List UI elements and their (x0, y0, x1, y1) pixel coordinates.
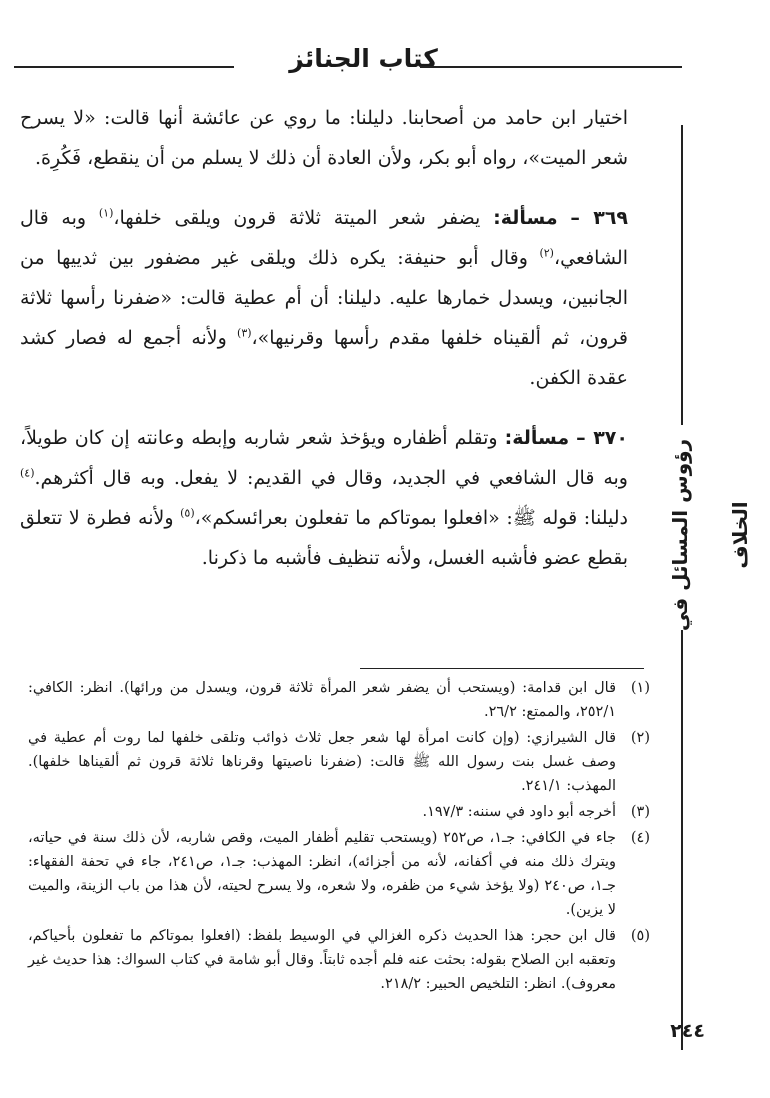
page-number: ٢٤٤ (670, 1020, 705, 1042)
footnote-number: (٤) (630, 830, 650, 846)
footnote-item (28, 924, 650, 996)
footnote-separator (360, 668, 644, 669)
footnote-item (28, 826, 650, 922)
header-rule-right (420, 66, 682, 68)
masala-369 (20, 198, 628, 398)
masala-370-label: مسألة: (504, 427, 570, 449)
footnote-ref-1[interactable]: (١) (98, 206, 114, 220)
footnote-text: أخرجه أبو داود في سننه: ١٩٧/٣. (422, 804, 616, 820)
masala-369-text-1: يضفر شعر الميتة ثلاثة قرون ويلقى خلفها، (113, 207, 481, 229)
masala-370-text-2: دليلنا: قوله ﷺ: «افعلوا بموتاكم ما تفعلون بعرائسكم»، (194, 507, 628, 529)
footnote-ref-5[interactable]: (٥) (180, 506, 195, 520)
masala-370-text-3: ولأنه فطرة لا تتعلق بقطع عضو فأشبه الغسل، ولأنه تنظيف فأشبه ما ذكرنا. (20, 507, 628, 569)
side-rule-top (681, 125, 683, 425)
footnote-ref-2[interactable]: (٢) (539, 246, 554, 260)
footnote-text: جاء في الكافي: جـ١، ص٢٥٢ (ويستحب تقليم أظفار الميت، وقص شاربه، لأن ذلك سنة في حياته، ويترك ذلك منه في أكفانه، لأنه من أجزائه)، انظر: المهذب: جـ١، ص٢٤١، جاء في تحفة الفقهاء: جـ١، ص٢٤٠ (ولا يؤخذ شيء من ظفره، ولا شعره، ولا يسرح لحيته، لأن هذا من باب الزينة، والميت لا يزين). (28, 830, 617, 918)
masala-370-number: ٣٧٠ – (576, 427, 628, 449)
footnote-number: (٣) (630, 804, 650, 820)
masala-369-text-3: وقال أبو حنيفة: يكره ذلك ويلقى غير مضفور بين ثدييها من الجانبين، ويسدل خمارها عليه. دليلنا: أن أم عطية قالت: «ضفرنا رأسها ثلاثة قرون، ثم ألقيناه خلفها مقدم رأسها وقرنيها»، (20, 247, 629, 349)
masala-369-text-2: وبه قال الشافعي، (20, 207, 628, 269)
masala-369-number: ٣٦٩ – (570, 207, 629, 229)
masala-369-text-4: ولأنه أجمع له فصار كشد عقدة الكفن. (20, 327, 628, 389)
footnote-number: (٥) (630, 928, 650, 944)
footnote-text: قال ابن قدامة: (ويستحب أن يضفر شعر المرأة ثلاثة قرون، ويسدل من ورائها). انظر: الكافي: ٢٥٢/١، والممتع: ٢٦/٢. (28, 680, 616, 720)
footnotes (28, 676, 650, 998)
footnote-item (28, 726, 650, 798)
footnote-ref-3[interactable]: (٣) (237, 326, 252, 340)
main-text (20, 98, 628, 578)
footnote-text: قال الشيرازي: (وإن كانت امرأة لها شعر جعل ثلاث ذوائب وتلقى خلفها لما روت أم عطية في وصف غسل بنت رسول الله ﷺ قالت: (ضفرنا ناصيتها وقرناها ثلاثة قرون ثم ألقيناها خلفها). المهذب: ٢٤١/١. (28, 730, 616, 794)
side-running-title: رؤوس المسائل في الخلاف (668, 438, 752, 632)
footnote-text: قال ابن حجر: هذا الحديث ذكره الغزالي في الوسيط بلفظ: (افعلوا بموتاكم ما تفعلون بأحياكم، وتعقبه ابن الصلاح بقوله: بحثت عنه فلم أجده ثابتاً. وقال أبو شامة في كتاب السواك: هذا حديث غير معروف). انظر: التلخيص الحبير: ٢١٨/٢. (28, 928, 616, 992)
side-rule-bottom (681, 630, 683, 1050)
footnote-number: (٢) (630, 730, 650, 746)
masala-370 (20, 418, 628, 578)
running-header: كتاب الجنائز (289, 44, 438, 73)
masala-370-text-1: وتقلم أظفاره ويؤخذ شعر شاربه وإبطه وعانته إن كان طويلاً، وبه قال الشافعي في الجديد، وقال في القديم: لا يفعل. وبه قال أكثرهم. (20, 427, 628, 489)
footnote-ref-4[interactable]: (٤) (20, 466, 35, 480)
intro-paragraph: اختيار ابن حامد من أصحابنا. دليلنا: ما روي عن عائشة أنها قالت: «لا يسرح شعر الميت»، رواه أبو بكر، ولأن العادة أن ذلك لا يسلم من أن ينقطع، فَكُرِهَ. (20, 107, 628, 169)
footnote-number: (١) (630, 680, 650, 696)
masala-369-label: مسألة: (493, 207, 558, 229)
footnote-item (28, 676, 650, 724)
footnote-item (28, 800, 650, 824)
